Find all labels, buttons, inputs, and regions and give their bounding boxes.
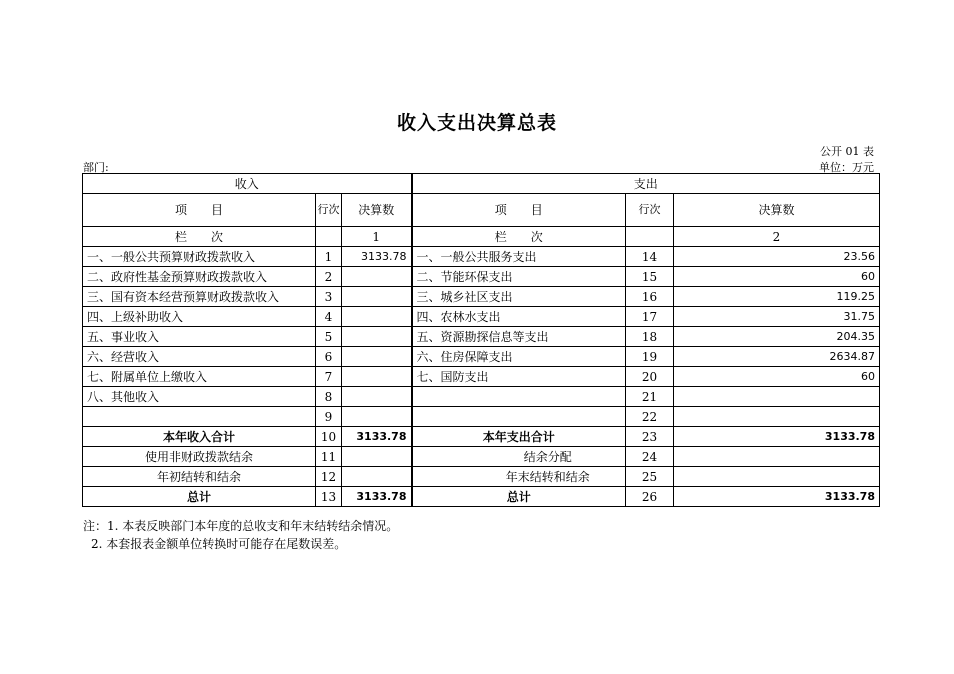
income-amount <box>342 307 412 327</box>
expense-grand-total-amount: 3133.78 <box>674 487 880 507</box>
footnotes <box>83 517 398 553</box>
table-row <box>83 367 880 387</box>
expense-amount <box>674 467 880 487</box>
expense-row-no: 14 <box>626 247 674 267</box>
income-item <box>83 407 316 427</box>
expense-item: 三、城乡社区支出 <box>412 287 626 307</box>
expense-item: 四、农林水支出 <box>412 307 626 327</box>
expense-amount <box>674 387 880 407</box>
section-header-row <box>83 174 880 194</box>
income-amount <box>342 327 412 347</box>
income-row-no: 11 <box>316 447 342 467</box>
table-row <box>83 267 880 287</box>
income-column-index: 1 <box>342 227 412 247</box>
income-expense-table <box>82 173 880 507</box>
table-row <box>83 327 880 347</box>
income-amount <box>342 387 412 407</box>
expense-row-no: 23 <box>626 427 674 447</box>
expense-item: 七、国防支出 <box>412 367 626 387</box>
table-row <box>83 467 880 487</box>
income-item: 三、国有资本经营预算财政拨款收入 <box>83 287 316 307</box>
expense-grand-total-label: 总计 <box>412 487 626 507</box>
income-amount <box>342 467 412 487</box>
income-item: 八、其他收入 <box>83 387 316 407</box>
expense-amount: 23.56 <box>674 247 880 267</box>
expense-amount: 60 <box>674 367 880 387</box>
expense-annual-total-label: 本年支出合计 <box>412 427 626 447</box>
income-annual-total-label: 本年收入合计 <box>83 427 316 447</box>
table-row <box>83 307 880 327</box>
income-item-header: 项 目 <box>83 194 316 227</box>
income-row-no: 12 <box>316 467 342 487</box>
expense-amount: 60 <box>674 267 880 287</box>
income-row-no: 13 <box>316 487 342 507</box>
expense-item: 年末结转和结余 <box>412 467 626 487</box>
note-2: 2. 本套报表金额单位转换时可能存在尾数误差。 <box>91 537 347 551</box>
expense-item <box>412 387 626 407</box>
expense-amount <box>674 447 880 467</box>
income-section-header: 收入 <box>83 174 412 194</box>
expense-row-no-header: 行次 <box>626 194 674 227</box>
income-amount <box>342 367 412 387</box>
income-row-no: 7 <box>316 367 342 387</box>
income-row-no: 8 <box>316 387 342 407</box>
income-row-no: 5 <box>316 327 342 347</box>
form-code: 公开 01 表 <box>820 145 874 158</box>
income-amount <box>342 287 412 307</box>
expense-amount: 2634.87 <box>674 347 880 367</box>
income-item: 使用非财政拨款结余 <box>83 447 316 467</box>
income-grand-total-amount: 3133.78 <box>342 487 412 507</box>
income-amount <box>342 447 412 467</box>
income-amount: 3133.78 <box>342 247 412 267</box>
annual-total-row <box>83 427 880 447</box>
expense-row-no: 26 <box>626 487 674 507</box>
income-item: 六、经营收入 <box>83 347 316 367</box>
table-row <box>83 347 880 367</box>
expense-row-no: 25 <box>626 467 674 487</box>
expense-row-no: 24 <box>626 447 674 467</box>
expense-amount: 31.75 <box>674 307 880 327</box>
income-item: 五、事业收入 <box>83 327 316 347</box>
income-amount <box>342 347 412 367</box>
income-annual-total-amount: 3133.78 <box>342 427 412 447</box>
expense-amount-header: 决算数 <box>674 194 880 227</box>
expense-row-no: 19 <box>626 347 674 367</box>
expense-item <box>412 407 626 427</box>
expense-row-no: 15 <box>626 267 674 287</box>
expense-amount <box>674 407 880 427</box>
income-row-no: 10 <box>316 427 342 447</box>
income-row-no: 1 <box>316 247 342 267</box>
table-row <box>83 407 880 427</box>
income-row-no: 9 <box>316 407 342 427</box>
income-row-no: 4 <box>316 307 342 327</box>
note-1: 注：1. 本表反映部门本年度的总收支和年末结转结余情况。 <box>83 519 399 533</box>
page-title: 收入支出决算总表 <box>396 112 557 134</box>
expense-item: 五、资源勘探信息等支出 <box>412 327 626 347</box>
income-column-label: 栏 次 <box>83 227 316 247</box>
expense-row-no: 22 <box>626 407 674 427</box>
income-grand-total-label: 总计 <box>83 487 316 507</box>
table-row <box>83 387 880 407</box>
income-item: 一、一般公共预算财政拨款收入 <box>83 247 316 267</box>
expense-item: 一、一般公共服务支出 <box>412 247 626 267</box>
expense-row-no: 16 <box>626 287 674 307</box>
income-row-no: 2 <box>316 267 342 287</box>
table-row <box>83 247 880 267</box>
table-row <box>83 287 880 307</box>
empty-cell <box>626 227 674 247</box>
expense-row-no: 17 <box>626 307 674 327</box>
income-row-no-header: 行次 <box>316 194 342 227</box>
expense-item: 二、节能环保支出 <box>412 267 626 287</box>
expense-amount: 204.35 <box>674 327 880 347</box>
income-item: 年初结转和结余 <box>83 467 316 487</box>
department-label: 部门: <box>83 161 109 174</box>
column-header-row <box>83 194 880 227</box>
table-row <box>83 447 880 467</box>
expense-row-no: 20 <box>626 367 674 387</box>
expense-row-no: 21 <box>626 387 674 407</box>
expense-item: 结余分配 <box>412 447 626 467</box>
expense-section-header: 支出 <box>412 174 880 194</box>
income-amount-header: 决算数 <box>342 194 412 227</box>
income-row-no: 6 <box>316 347 342 367</box>
expense-annual-total-amount: 3133.78 <box>674 427 880 447</box>
income-item: 二、政府性基金预算财政拨款收入 <box>83 267 316 287</box>
income-item: 七、附属单位上缴收入 <box>83 367 316 387</box>
expense-column-index: 2 <box>674 227 880 247</box>
expense-item: 六、住房保障支出 <box>412 347 626 367</box>
expense-row-no: 18 <box>626 327 674 347</box>
expense-column-label: 栏 次 <box>412 227 626 247</box>
grand-total-row <box>83 487 880 507</box>
income-row-no: 3 <box>316 287 342 307</box>
income-amount <box>342 407 412 427</box>
income-amount <box>342 267 412 287</box>
expense-amount: 119.25 <box>674 287 880 307</box>
column-index-row <box>83 227 880 247</box>
unit-label: 单位：万元 <box>819 161 874 174</box>
income-item: 四、上级补助收入 <box>83 307 316 327</box>
empty-cell <box>316 227 342 247</box>
expense-item-header: 项 目 <box>412 194 626 227</box>
